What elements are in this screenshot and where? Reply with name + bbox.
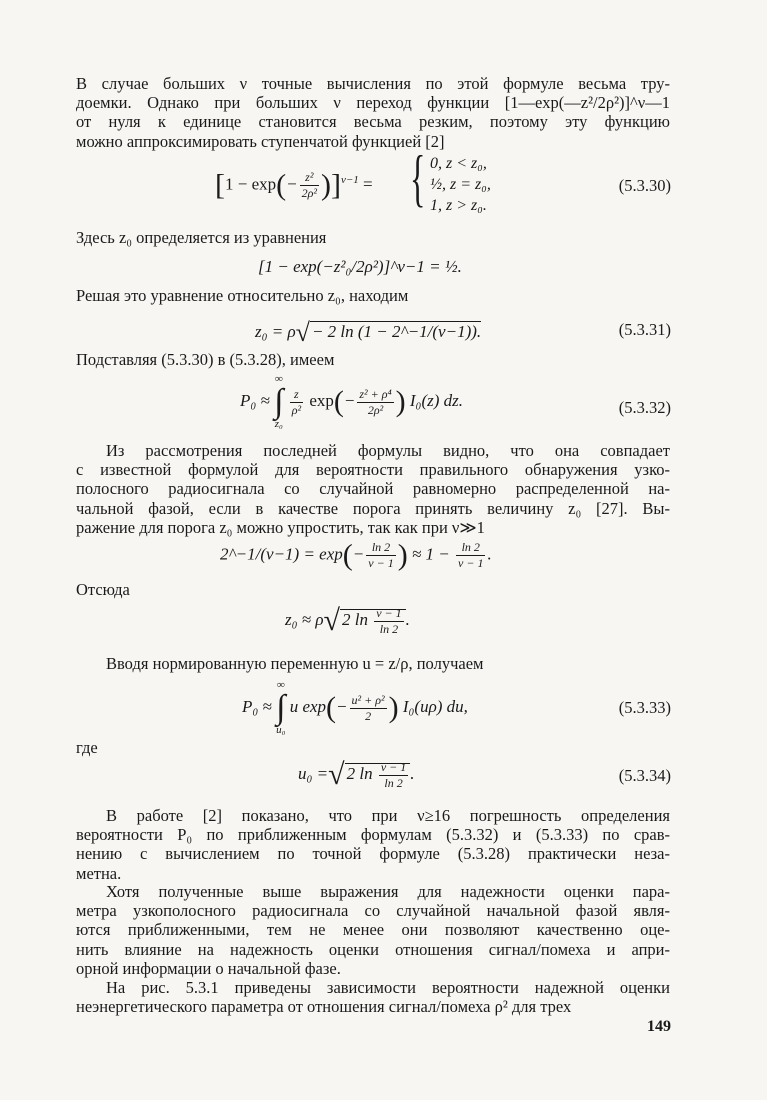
text-line: Здесь z₀ определяется из уравнения [76, 228, 327, 247]
equation-5-3-32: P₀ ≈ ∞ ∫ z₀ $\frac{z}{\text{ρ²}}$ exp(− $\frac{\text{z² + ρ⁴}}{\text{2ρ²}}$ ) I₀(z) dz. [240, 373, 464, 430]
equation-number: (5.3.30) [618, 176, 671, 195]
equation-number: (5.3.31) [618, 320, 671, 339]
text-line: Из рассмотрения последней формулы видно, что она совпадает [106, 441, 670, 460]
paragraph-1 [76, 74, 670, 151]
text-line: от нуля к единице становится весьма резким, поэтому эту функцию [76, 112, 670, 132]
text-line: Решая это уравнение относительно z₀, находим [76, 286, 409, 305]
equation-number: (5.3.34) [618, 766, 671, 785]
text-line: метра узкополосного радиосигнала со случайной начальной фазой явля- [76, 901, 670, 921]
text-line: неэнергетического параметра от отношения сигнал/помеха ρ² для трех [76, 997, 572, 1017]
text-line: На рис. 5.3.1 приведены зависимости вероятности надежной оценки [106, 978, 670, 997]
text-line: нению с вычислением по точной формуле (5.3.28) практически неза- [76, 844, 670, 864]
equation-5-3-34: u₀ =√ 2 ln $\frac{\nu - 1}{\ln 2}$ . [298, 758, 415, 791]
text-line: орной информации о начальной фазе. [76, 958, 341, 978]
equation-z0: [1 − exp(−z²₀/2ρ²)]^ν−1 = ½. [258, 257, 462, 276]
text-line: В работе [2] показано, что при ν≥16 погрешность определения [106, 806, 670, 825]
equation-5-3-31: z₀ = ρ√ − 2 ln (1 − 2^−1/(ν−1)). [255, 318, 482, 347]
text-line: ражение для порога z₀ можно упростить, так как при ν≫1 [76, 517, 485, 537]
case-line: 1, z > z₀. [430, 197, 487, 214]
text-line: Хотя полученные выше выражения для надежности оценки пара- [106, 882, 670, 901]
text-line: нить влияние на надежность оценки отношения сигнал/помеха и апри- [76, 939, 670, 959]
equation-number: (5.3.32) [618, 398, 671, 417]
text-line: доемки. Однако при больших ν переход функции [1—exp(—z²/2ρ²)]^ν—1 [76, 93, 670, 113]
paragraph-3 [76, 806, 670, 883]
equation-5-3-33: P₀ ≈ ∞ ∫ u₀ u exp(− $\frac{\text{u² + ρ²}}{2}$ ) I₀(uρ) du, [242, 679, 468, 736]
text-line: вероятности P₀ по приближенным формулам (5.3.32) и (5.3.33) по срав- [76, 825, 670, 845]
paragraph-5 [76, 978, 670, 1016]
text-line: Отсюда [76, 580, 130, 599]
text-line: полосного радиосигнала со случайной равномерно распределенной на- [76, 479, 670, 499]
text-line: Подставляя (5.3.30) в (5.3.28), имеем [76, 350, 335, 369]
text-line: с известной формулой для вероятности правильного обнаружения узко- [76, 460, 670, 480]
text-line: где [76, 738, 98, 757]
equation-approx: 2^−1/(ν−1) = exp(− $\frac{\ln 2}{\nu - 1}$ ) ≈ 1 − $\frac{\ln 2}{\nu - 1}$ . [220, 538, 492, 572]
text-line: можно аппроксимировать ступенчатой функцией [2] [76, 131, 445, 151]
equation-5-3-30-lhs: [1 − exp(− $\frac{\text{z²}}{\text{2ρ²}}$ )]$^{\nu-1}$ = [215, 168, 373, 202]
equation-5-3-30-cases [430, 153, 491, 216]
equation-z0-approx: z₀ ≈ ρ√ 2 ln $\frac{\nu - 1}{\ln 2}$ . [285, 604, 410, 637]
page-number: 149 [647, 1018, 671, 1035]
paragraph-2 [76, 441, 670, 537]
case-line: ½, z = z₀, [430, 176, 491, 193]
case-line: 0, z < z₀, [430, 155, 487, 172]
paragraph-4 [76, 882, 670, 978]
cases-brace: { [410, 142, 426, 213]
text-line: ются приближенными, тем не менее они позволяют качественно оце- [76, 920, 670, 940]
text-line: метна. [76, 863, 122, 883]
equation-number: (5.3.33) [618, 698, 671, 717]
text-line: чальной фазой, если в качестве порога принять величину z₀ [27]. Вы- [76, 498, 670, 518]
text-line: В случае больших ν точные вычисления по этой формуле весьма тру- [76, 74, 670, 93]
text-line: Вводя нормированную переменную u = z/ρ, получаем [106, 654, 484, 673]
